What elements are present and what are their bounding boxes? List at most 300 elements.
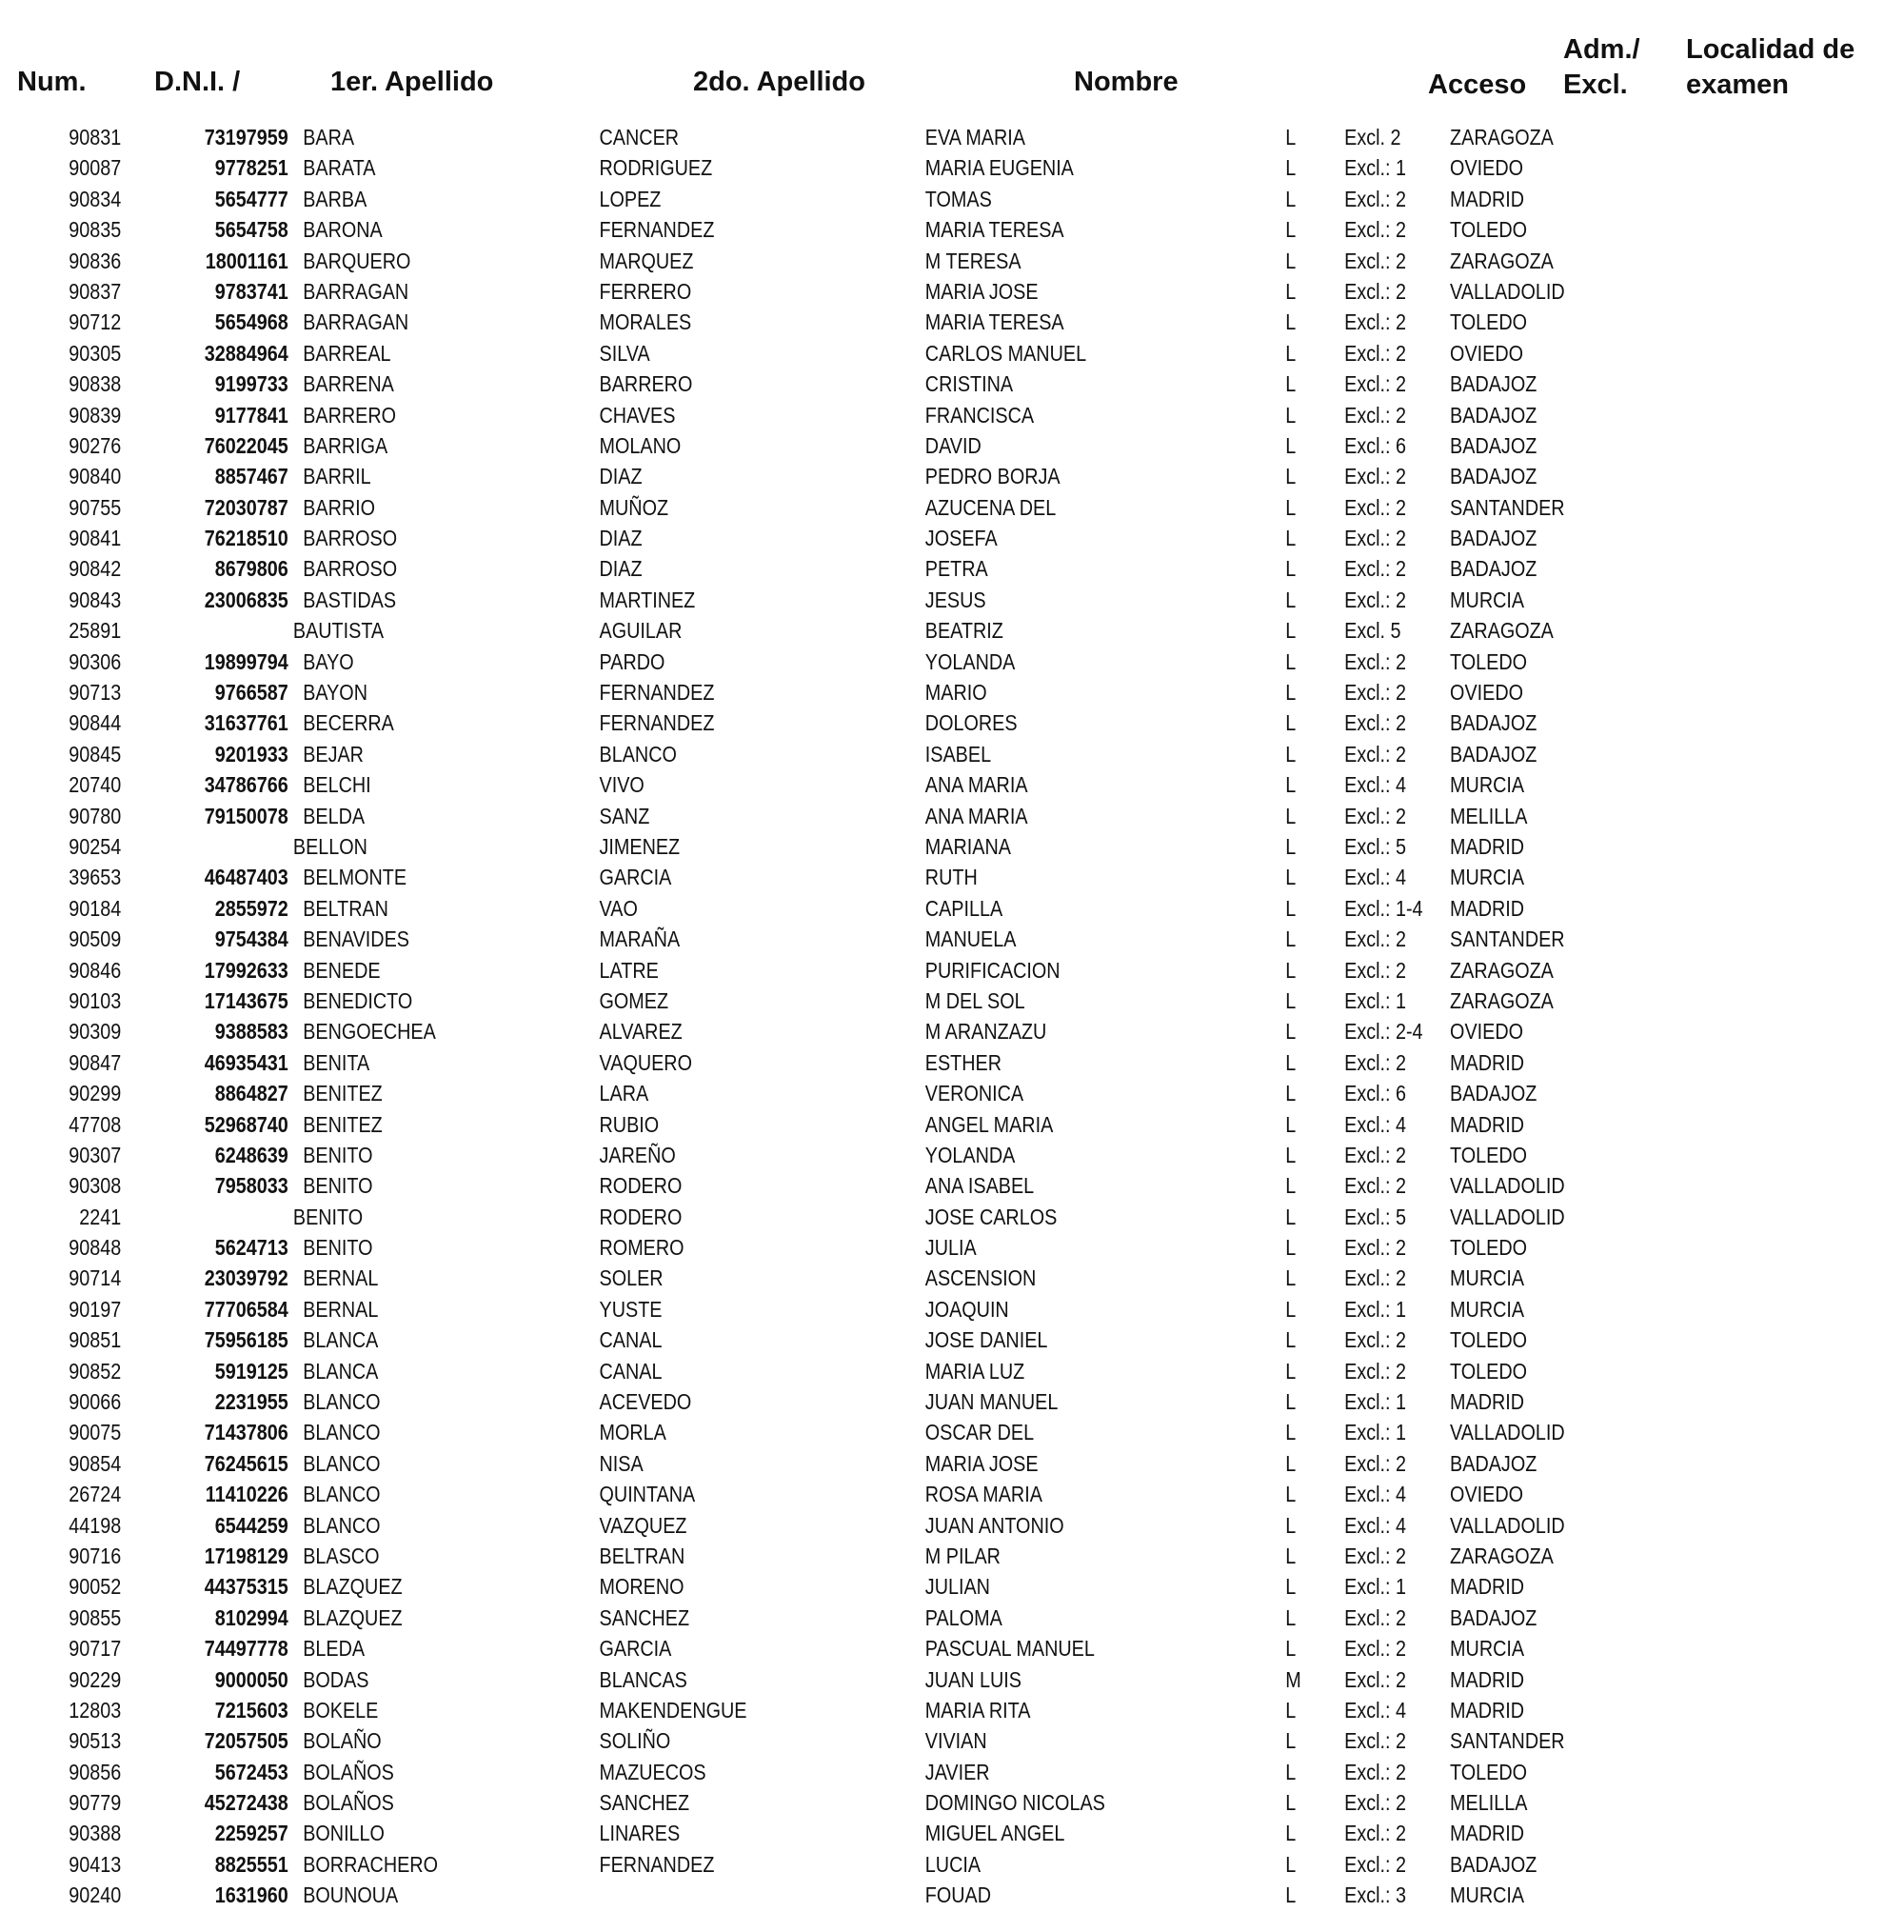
admission-status: Excl.: 2 (1344, 587, 1406, 612)
access: L (1285, 1142, 1297, 1167)
given-name: CARLOS MANUEL (924, 340, 1087, 366)
given-name: M ARANZAZU (924, 1019, 1047, 1045)
dni: 17992633 (204, 957, 288, 983)
exam-locality: TOLEDO (1450, 1235, 1528, 1261)
admission-status: Excl.: 2 (1344, 680, 1406, 706)
given-name: ASCENSION (924, 1265, 1037, 1291)
table-row (0, 1818, 1904, 1848)
dni: 9766587 (214, 680, 288, 706)
header-adm-line1: Adm./ (1563, 34, 1640, 65)
given-name: JUAN ANTONIO (924, 1512, 1064, 1538)
table-row (0, 184, 1904, 214)
dni: 23039792 (204, 1265, 288, 1291)
access: L (1285, 1604, 1297, 1630)
exam-locality: BADAJOZ (1450, 741, 1537, 767)
exam-locality: MURCIA (1450, 865, 1525, 890)
table-row (0, 430, 1904, 461)
access: L (1285, 464, 1297, 489)
first-surname: BARROSO (303, 526, 398, 551)
dni: 71437806 (204, 1420, 288, 1445)
second-surname: JIMENEZ (599, 833, 681, 859)
exam-locality: TOLEDO (1450, 1358, 1528, 1384)
dni: 72057505 (204, 1728, 288, 1754)
record-number: 90309 (69, 1019, 122, 1045)
dni: 32884964 (204, 340, 288, 366)
table-row (0, 1140, 1904, 1170)
first-surname: BLANCA (303, 1327, 379, 1353)
table-row (0, 214, 1904, 245)
given-name: JUAN LUIS (924, 1666, 1021, 1692)
dni: 6248639 (214, 1142, 288, 1167)
exam-locality: ZARAGOZA (1450, 957, 1554, 983)
access: L (1285, 309, 1297, 335)
admission-status: Excl.: 2 (1344, 1450, 1406, 1476)
admission-status: Excl.: 4 (1344, 865, 1406, 890)
admission-status: Excl.: 2 (1344, 1759, 1406, 1784)
exam-locality: BADAJOZ (1450, 1851, 1537, 1877)
given-name: JAVIER (924, 1759, 990, 1784)
access: L (1285, 278, 1297, 304)
table-row (0, 1479, 1904, 1509)
exam-locality: BADAJOZ (1450, 1450, 1537, 1476)
table-row (0, 246, 1904, 276)
second-surname: BLANCAS (599, 1666, 687, 1692)
record-number: 90837 (69, 278, 122, 304)
access: L (1285, 1389, 1297, 1415)
header-name: Nombre (1074, 67, 1179, 97)
access: L (1285, 1049, 1297, 1075)
dni: 79150078 (204, 803, 288, 828)
second-surname: FERRERO (599, 278, 692, 304)
access: L (1285, 926, 1297, 952)
given-name: DAVID (924, 432, 982, 458)
access: L (1285, 402, 1297, 428)
access: L (1285, 248, 1297, 273)
header-locality-line1: Localidad de (1686, 34, 1855, 65)
admission-status: Excl.: 1 (1344, 1574, 1406, 1600)
table-row (0, 1202, 1904, 1232)
header-first-surname: 1er. Apellido (330, 67, 494, 97)
access: L (1285, 1882, 1297, 1908)
record-number: 90197 (69, 1296, 122, 1322)
record-number: 90229 (69, 1666, 122, 1692)
second-surname: GARCIA (599, 1636, 672, 1662)
candidate-list (0, 122, 1904, 1911)
admission-status: Excl. 2 (1344, 125, 1401, 149)
dni: 75956185 (204, 1327, 288, 1353)
access: L (1285, 1420, 1297, 1445)
exam-locality: TOLEDO (1450, 1142, 1528, 1167)
given-name: PURIFICACION (924, 957, 1061, 983)
dni: 18001161 (205, 248, 288, 273)
admission-status: Excl.: 2 (1344, 803, 1406, 828)
access: L (1285, 217, 1297, 243)
first-surname: BERNAL (303, 1265, 379, 1291)
access: L (1285, 587, 1297, 612)
header-dni: D.N.I. / (154, 67, 241, 97)
record-number: 12803 (69, 1697, 122, 1723)
dni: 34786766 (204, 772, 288, 798)
table-row (0, 307, 1904, 337)
access: L (1285, 803, 1297, 828)
table-row (0, 986, 1904, 1016)
second-surname: LINARES (599, 1821, 681, 1846)
access: L (1285, 648, 1297, 674)
record-number: 90848 (69, 1235, 122, 1261)
record-number: 90835 (69, 217, 122, 243)
record-number: 90855 (69, 1604, 122, 1630)
first-surname: BENITO (292, 1204, 364, 1229)
record-number: 90075 (69, 1420, 122, 1445)
second-surname: MAKENDENGUE (599, 1697, 747, 1723)
dni: 11410226 (205, 1482, 288, 1507)
first-surname: BENEDICTO (303, 987, 413, 1013)
record-number: 90834 (69, 186, 122, 211)
first-surname: BOLAÑOS (303, 1790, 394, 1816)
record-number: 90846 (69, 957, 122, 983)
record-number: 26724 (69, 1482, 122, 1507)
admission-status: Excl. 5 (1344, 618, 1401, 644)
admission-status: Excl.: 2 (1344, 248, 1406, 273)
record-number: 90087 (69, 155, 122, 181)
table-row (0, 924, 1904, 954)
first-surname: BONILLO (303, 1821, 385, 1846)
first-surname: BENITO (303, 1235, 373, 1261)
admission-status: Excl.: 2 (1344, 340, 1406, 366)
access: L (1285, 526, 1297, 551)
admission-status: Excl.: 1 (1344, 155, 1406, 181)
record-number: 90306 (69, 648, 122, 674)
table-row (0, 1787, 1904, 1818)
access: L (1285, 1296, 1297, 1322)
dni: 8864827 (214, 1081, 288, 1106)
first-surname: BOLAÑO (303, 1728, 382, 1754)
table-row (0, 1633, 1904, 1663)
dni: 52968740 (204, 1111, 288, 1137)
table-row (0, 1448, 1904, 1479)
given-name: EVA MARIA (924, 125, 1025, 149)
dni: 9754384 (214, 926, 288, 952)
exam-locality: MELILLA (1450, 803, 1528, 828)
record-number: 90780 (69, 803, 122, 828)
record-number: 90836 (69, 248, 122, 273)
exam-locality: MURCIA (1450, 1636, 1525, 1662)
table-row (0, 1603, 1904, 1633)
exam-locality: MADRID (1450, 1821, 1525, 1846)
record-number: 47708 (69, 1111, 122, 1137)
first-surname: BENAVIDES (303, 926, 409, 952)
exam-locality: BADAJOZ (1450, 526, 1537, 551)
second-surname: LATRE (599, 957, 659, 983)
first-surname: BENITEZ (303, 1111, 383, 1137)
dni: 76022045 (204, 432, 288, 458)
table-row (0, 1170, 1904, 1201)
record-number: 90840 (69, 464, 122, 489)
second-surname: FERNANDEZ (599, 710, 715, 736)
access: L (1285, 741, 1297, 767)
first-surname: BERNAL (303, 1296, 379, 1322)
dni: 5624713 (214, 1235, 288, 1261)
first-surname: BAYON (303, 680, 367, 706)
access: L (1285, 556, 1297, 582)
record-number: 90712 (69, 309, 122, 335)
admission-status: Excl.: 2 (1344, 186, 1406, 211)
exam-locality: SANTANDER (1450, 926, 1565, 952)
access: L (1285, 494, 1297, 520)
record-number: 90305 (69, 340, 122, 366)
admission-status: Excl.: 2 (1344, 1327, 1406, 1353)
table-row (0, 1078, 1904, 1108)
record-number: 90856 (69, 1759, 122, 1784)
record-number: 90839 (69, 402, 122, 428)
access: L (1285, 125, 1297, 149)
record-number: 90052 (69, 1574, 122, 1600)
access: L (1285, 1821, 1297, 1846)
dni: 76218510 (204, 526, 288, 551)
record-number: 90841 (69, 526, 122, 551)
admission-status: Excl.: 2 (1344, 526, 1406, 551)
admission-status: Excl.: 2 (1344, 1636, 1406, 1662)
access: L (1285, 1235, 1297, 1261)
given-name: JUAN MANUEL (924, 1389, 1059, 1415)
admission-status: Excl.: 2 (1344, 957, 1406, 983)
given-name: MIGUEL ANGEL (924, 1821, 1065, 1846)
admission-status: Excl.: 2 (1344, 1790, 1406, 1816)
record-number: 44198 (69, 1512, 122, 1538)
access: L (1285, 957, 1297, 983)
exam-locality: BADAJOZ (1450, 464, 1537, 489)
table-row (0, 585, 1904, 615)
first-surname: BLAZQUEZ (303, 1604, 403, 1630)
dni: 45272438 (204, 1790, 288, 1816)
exam-locality: OVIEDO (1450, 680, 1524, 706)
dni: 73197959 (204, 125, 288, 149)
exam-locality: TOLEDO (1450, 1327, 1528, 1353)
first-surname: BARREAL (303, 340, 391, 366)
first-surname: BLAZQUEZ (303, 1574, 403, 1600)
second-surname: DIAZ (599, 464, 643, 489)
table-row (0, 1263, 1904, 1293)
record-number: 2241 (79, 1204, 122, 1229)
access: L (1285, 1111, 1297, 1137)
record-number: 90854 (69, 1450, 122, 1476)
given-name: AZUCENA DEL (924, 494, 1057, 520)
table-row (0, 461, 1904, 491)
exam-locality: OVIEDO (1450, 155, 1524, 181)
access: L (1285, 895, 1297, 921)
second-surname: NISA (599, 1450, 644, 1476)
table-row (0, 677, 1904, 707)
given-name: ANGEL MARIA (924, 1111, 1054, 1137)
second-surname: FERNANDEZ (599, 217, 715, 243)
admission-status: Excl.: 4 (1344, 1697, 1406, 1723)
header-second-surname: 2do. Apellido (693, 67, 865, 97)
record-number: 25891 (69, 618, 122, 644)
access: L (1285, 710, 1297, 736)
record-number: 90838 (69, 371, 122, 397)
second-surname: MAZUECOS (599, 1759, 706, 1784)
dni: 8102994 (214, 1604, 288, 1630)
table-row (0, 523, 1904, 553)
access: L (1285, 1636, 1297, 1662)
table-row (0, 1356, 1904, 1386)
dni: 2259257 (214, 1821, 288, 1846)
exam-locality: MADRID (1450, 833, 1525, 859)
given-name: JULIA (924, 1235, 977, 1261)
first-surname: BARA (303, 125, 355, 149)
second-surname: FERNANDEZ (599, 680, 715, 706)
admission-status: Excl.: 2 (1344, 1666, 1406, 1692)
header-locality-line2: examen (1686, 70, 1790, 100)
second-surname: CANAL (599, 1327, 663, 1353)
given-name: ROSA MARIA (924, 1482, 1042, 1507)
given-name: ANA MARIA (924, 803, 1028, 828)
given-name: BEATRIZ (924, 618, 1003, 644)
first-surname: BARRIO (303, 494, 376, 520)
second-surname: MORLA (599, 1420, 666, 1445)
given-name: DOLORES (924, 710, 1018, 736)
second-surname: GOMEZ (599, 987, 669, 1013)
header-num: Num. (17, 67, 87, 97)
admission-status: Excl.: 2 (1344, 556, 1406, 582)
admission-status: Excl.: 2 (1344, 1142, 1406, 1167)
exam-locality: MADRID (1450, 1574, 1525, 1600)
second-surname: CANCER (599, 125, 680, 149)
given-name: VIVIAN (924, 1728, 987, 1754)
given-name: PALOMA (924, 1604, 1002, 1630)
second-surname: RODRIGUEZ (599, 155, 713, 181)
given-name: JOSE DANIEL (924, 1327, 1048, 1353)
given-name: JOSE CARLOS (924, 1204, 1058, 1229)
given-name: MARIANA (924, 833, 1011, 859)
dni: 8679806 (214, 556, 288, 582)
access: L (1285, 1358, 1297, 1384)
first-surname: BAUTISTA (292, 618, 385, 644)
exam-locality: MURCIA (1450, 1882, 1525, 1908)
admission-status: Excl.: 2 (1344, 1728, 1406, 1754)
admission-status: Excl.: 1-4 (1344, 895, 1423, 921)
given-name: PETRA (924, 556, 988, 582)
dni: 9388583 (214, 1019, 288, 1045)
admission-status: Excl.: 2 (1344, 464, 1406, 489)
given-name: MARIA TERESA (924, 217, 1064, 243)
table-row (0, 801, 1904, 831)
table-row (0, 615, 1904, 646)
admission-status: Excl.: 2 (1344, 1543, 1406, 1568)
exam-locality: MADRID (1450, 1697, 1525, 1723)
table-row (0, 1664, 1904, 1695)
record-number: 90307 (69, 1142, 122, 1167)
given-name: FRANCISCA (924, 402, 1035, 428)
second-surname: VAQUERO (599, 1049, 692, 1075)
given-name: LUCIA (924, 1851, 982, 1877)
table-row (0, 1325, 1904, 1355)
given-name: JULIAN (924, 1574, 990, 1600)
dni: 9201933 (214, 741, 288, 767)
first-surname: BOUNOUA (303, 1882, 399, 1908)
table-row (0, 368, 1904, 399)
first-surname: BARATA (303, 155, 376, 181)
table-row (0, 1294, 1904, 1325)
dni: 5654758 (214, 217, 288, 243)
exam-locality: TOLEDO (1450, 1759, 1528, 1784)
first-surname: BLANCO (303, 1389, 381, 1415)
given-name: DOMINGO NICOLAS (924, 1790, 1105, 1816)
first-surname: BEJAR (303, 741, 364, 767)
record-number: 90713 (69, 680, 122, 706)
first-surname: BLASCO (303, 1543, 380, 1568)
given-name: FOUAD (924, 1882, 992, 1908)
table-row (0, 1757, 1904, 1787)
dni: 77706584 (204, 1296, 288, 1322)
table-row (0, 831, 1904, 862)
access: L (1285, 371, 1297, 397)
exam-locality: VALLADOLID (1450, 1420, 1565, 1445)
admission-status: Excl.: 2 (1344, 278, 1406, 304)
given-name: MARIO (924, 680, 987, 706)
access: L (1285, 1327, 1297, 1353)
dni: 17143675 (204, 987, 288, 1013)
second-surname: SOLER (599, 1265, 664, 1291)
admission-status: Excl.: 2 (1344, 741, 1406, 767)
first-surname: BARRENA (303, 371, 394, 397)
record-number: 90852 (69, 1358, 122, 1384)
admission-status: Excl.: 4 (1344, 1482, 1406, 1507)
admission-status: Excl.: 2 (1344, 1358, 1406, 1384)
admission-status: Excl.: 2 (1344, 309, 1406, 335)
table-row (0, 1880, 1904, 1910)
second-surname: VIVO (599, 772, 645, 798)
first-surname: BENITO (303, 1142, 373, 1167)
access: L (1285, 155, 1297, 181)
second-surname: CANAL (599, 1358, 663, 1384)
given-name: JESUS (924, 587, 986, 612)
given-name: CAPILLA (924, 895, 1003, 921)
dni: 19899794 (204, 648, 288, 674)
access: L (1285, 772, 1297, 798)
access: L (1285, 1204, 1297, 1229)
admission-status: Excl.: 2 (1344, 1604, 1406, 1630)
first-surname: BLANCA (303, 1358, 379, 1384)
second-surname: SANZ (599, 803, 650, 828)
access: L (1285, 1759, 1297, 1784)
record-number: 90716 (69, 1543, 122, 1568)
exam-locality: VALLADOLID (1450, 278, 1565, 304)
access: L (1285, 1265, 1297, 1291)
given-name: TOMAS (924, 186, 992, 211)
dni: 6544259 (214, 1512, 288, 1538)
table-row (0, 1571, 1904, 1602)
admission-status: Excl.: 3 (1344, 1882, 1406, 1908)
second-surname: RODERO (599, 1173, 683, 1199)
table-row (0, 152, 1904, 183)
record-number: 90388 (69, 1821, 122, 1846)
record-number: 90299 (69, 1081, 122, 1106)
access: L (1285, 1450, 1297, 1476)
dni: 31637761 (204, 710, 288, 736)
table-row (0, 955, 1904, 986)
table-row (0, 739, 1904, 769)
admission-status: Excl.: 1 (1344, 987, 1406, 1013)
record-number: 90844 (69, 710, 122, 736)
first-surname: BELLON (292, 833, 367, 859)
record-number: 90842 (69, 556, 122, 582)
record-number: 90513 (69, 1728, 122, 1754)
record-number: 90103 (69, 987, 122, 1013)
dni: 76245615 (204, 1450, 288, 1476)
first-surname: BODAS (303, 1666, 369, 1692)
second-surname: YUSTE (599, 1296, 663, 1322)
